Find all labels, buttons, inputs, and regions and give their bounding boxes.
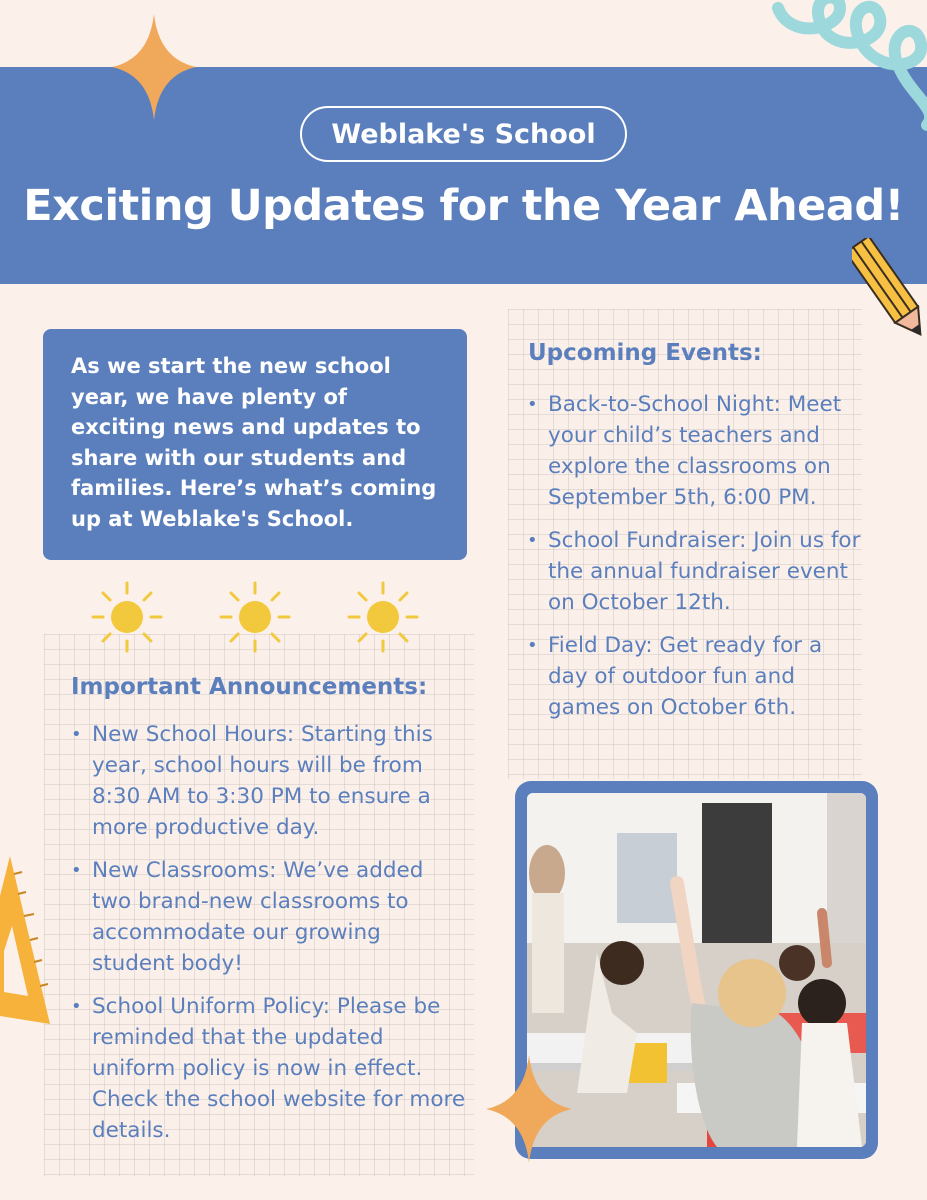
- list-item: • Field Day: Get ready for a day of outdoor fun and games on October 6th.: [527, 630, 862, 723]
- intro-box: As we start the new school year, we have plenty of exciting news and updates to share with our students and families. Here’s what’s coming up at Weblake's School.: [43, 329, 467, 560]
- school-name-badge: Weblake's School: [300, 106, 627, 162]
- list-item: • School Uniform Policy: Please be reminded that the updated uniform policy is now in effect. Check the school website for more details.: [71, 991, 466, 1146]
- list-item: • New School Hours: Starting this year, school hours will be from 8:30 AM to 3:30 PM to ensure a more productive day.: [71, 719, 466, 843]
- sparkle-star-icon: [112, 14, 196, 120]
- events-title: Upcoming Events:: [528, 340, 762, 366]
- sun-icon: [347, 581, 419, 653]
- page-headline: Exciting Updates for the Year Ahead!: [23, 181, 904, 231]
- classroom-illustration: [527, 793, 866, 1147]
- sun-icon: [91, 581, 163, 653]
- events-list: [527, 389, 862, 735]
- list-item: • Back-to-School Night: Meet your child’s teachers and explore the classrooms on September 5th, 6:00 PM.: [527, 389, 862, 513]
- announcements-list: [71, 719, 466, 1158]
- announcements-title: Important Announcements:: [71, 674, 428, 700]
- pencil-icon: [852, 238, 927, 344]
- sun-icon: [219, 581, 291, 653]
- swirl-icon: [770, 0, 927, 135]
- ruler-triangle-icon: [0, 856, 52, 1028]
- list-item: • New Classrooms: We’ve added two brand-new classrooms to accommodate our growing student body!: [71, 855, 466, 979]
- classroom-photo: [527, 793, 866, 1147]
- list-item: • School Fundraiser: Join us for the annual fundraiser event on October 12th.: [527, 525, 862, 618]
- sparkle-star-icon: [486, 1055, 572, 1163]
